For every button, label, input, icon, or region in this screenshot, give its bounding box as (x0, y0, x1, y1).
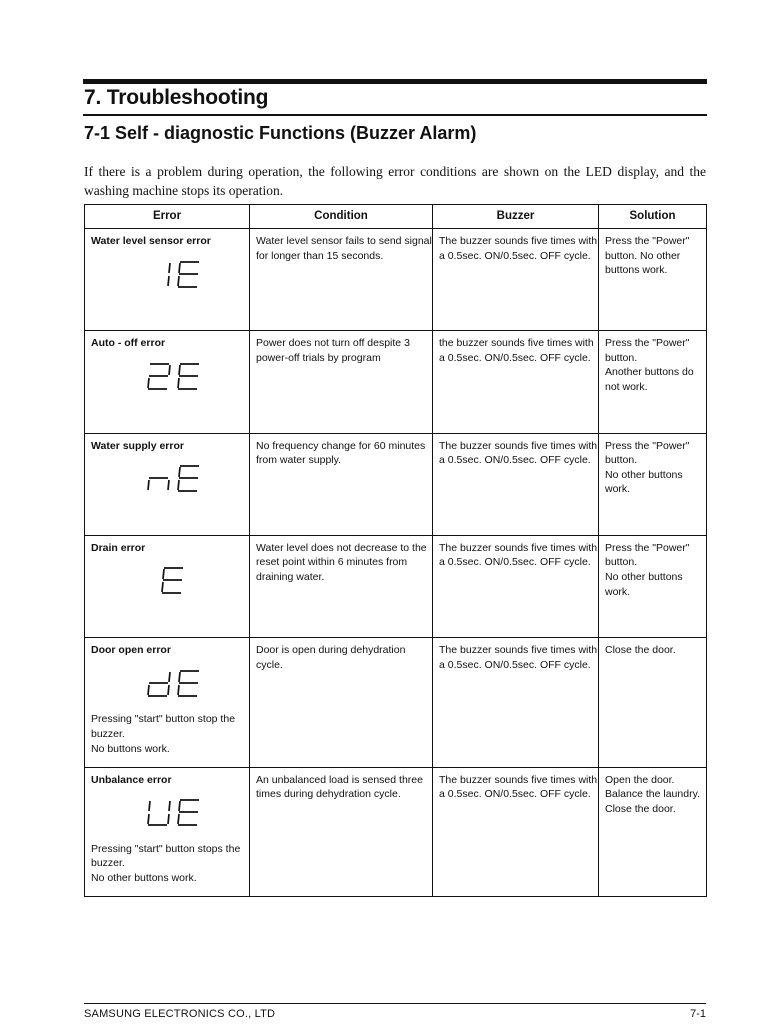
error-cell (85, 638, 250, 767)
condition-text: Water level sensor fails to send signal for longer than 15 seconds. (256, 235, 432, 262)
buzzer-cell (433, 433, 599, 535)
solution-cell (599, 433, 707, 535)
condition-text: Power does not turn off despite 3 power-off trials by program (256, 337, 410, 364)
condition-cell (250, 229, 433, 331)
intro-paragraph: If there is a problem during operation, the following error conditions are shown on the LED display, and the washing machine stops its operation. (84, 164, 706, 198)
error-cell (85, 229, 250, 331)
subsection-title: 7-1 Self - diagnostic Functions (Buzzer Alarm) (84, 123, 477, 143)
table-row (85, 535, 707, 637)
led-digit (168, 263, 170, 286)
footer-company: SAMSUNG ELECTRONICS CO., LTD (84, 1008, 276, 1020)
header-condition: Condition (250, 205, 433, 229)
condition-cell (250, 767, 433, 896)
error-cell (85, 433, 250, 535)
led-digit (148, 478, 169, 490)
title-rule (83, 114, 707, 116)
led-digit (148, 364, 170, 389)
solution-line: Balance the laundry. (605, 788, 700, 801)
table-row (85, 229, 707, 331)
led-digit (162, 568, 183, 593)
solution-line: No other buttons work. (605, 571, 683, 598)
solution-cell (599, 767, 707, 896)
condition-cell (250, 638, 433, 767)
led-display-icon (143, 670, 249, 705)
solution-line: Open the door. (605, 773, 675, 786)
solution-cell (599, 229, 707, 331)
footer-rule (84, 1003, 706, 1004)
table-row (85, 767, 707, 896)
led-display-icon (143, 465, 249, 500)
error-table (84, 204, 707, 897)
solution-cell (599, 331, 707, 433)
condition-text: An unbalanced load is sensed three times during dehydration cycle. (256, 773, 423, 801)
solution-cell (599, 535, 707, 637)
section-title: 7. Troubleshooting (84, 86, 269, 109)
condition-text: Door is open during dehydration cycle. (256, 644, 406, 671)
error-name: Door open error (91, 644, 171, 657)
buzzer-text: the buzzer sounds five times with a 0.5sec. ON/0.5sec. OFF cycle. (439, 337, 594, 364)
header-buzzer: Buzzer (433, 205, 599, 229)
solution-line: Press the "Power" button. (605, 337, 690, 364)
solution-line: Close the door. (605, 644, 676, 657)
error-cell (85, 331, 250, 433)
solution-line: Press the "Power" button. No other buttons work. (605, 235, 690, 277)
led-display-icon (143, 261, 249, 296)
error-note-line: Pressing "start" button stop the buzzer. (91, 713, 236, 740)
solution-cell (599, 638, 707, 767)
condition-text: No frequency change for 60 minutes from water supply. (256, 439, 426, 467)
error-note-line: No other buttons work. (91, 871, 197, 884)
buzzer-cell (433, 535, 599, 637)
buzzer-cell (433, 638, 599, 767)
error-note-line: Pressing "start" button stops the buzzer. (91, 842, 241, 870)
solution-line: Press the "Power" button. (605, 439, 690, 467)
condition-cell (250, 535, 433, 637)
error-cell (85, 535, 250, 637)
buzzer-text: The buzzer sounds five times with a 0.5sec. ON/0.5sec. OFF cycle. (439, 235, 598, 262)
error-name: Unbalance error (91, 773, 172, 786)
buzzer-text: The buzzer sounds five times with a 0.5sec. ON/0.5sec. OFF cycle. (439, 644, 598, 671)
buzzer-cell (433, 229, 599, 331)
table-row (85, 433, 707, 535)
led-digit (178, 466, 199, 491)
led-digit (148, 672, 170, 696)
error-name: Water supply error (91, 439, 184, 452)
led-digit (178, 671, 199, 696)
table-header-row (85, 205, 707, 229)
solution-line: Close the door. (605, 802, 676, 815)
error-note (91, 712, 249, 756)
led-digit (148, 801, 170, 825)
buzzer-text: The buzzer sounds five times with a 0.5sec. ON/0.5sec. OFF cycle. (439, 439, 598, 467)
solution-line: Press the "Power" button. (605, 541, 690, 569)
error-name: Water level sensor error (91, 235, 211, 247)
header-solution: Solution (599, 205, 707, 229)
error-name: Auto - off error (91, 337, 166, 350)
condition-cell (250, 331, 433, 433)
header-error: Error (85, 205, 250, 229)
solution-line: Another buttons do not work. (605, 366, 694, 394)
led-digit (178, 364, 199, 389)
buzzer-cell (433, 331, 599, 433)
error-note-line: No buttons work. (91, 742, 170, 755)
condition-cell (250, 433, 433, 535)
footer-page-number: 7-1 (690, 1008, 706, 1020)
error-name: Drain error (91, 541, 146, 554)
led-display-icon (143, 567, 249, 602)
error-cell (85, 767, 250, 896)
led-digit (178, 262, 199, 287)
condition-text: Water level does not decrease to the reset point within 6 minutes from draining water. (256, 541, 427, 584)
buzzer-text: The buzzer sounds five times with a 0.5sec. ON/0.5sec. OFF cycle. (439, 541, 598, 569)
solution-line: No other buttons work. (605, 468, 683, 496)
table-row (85, 331, 707, 433)
buzzer-cell (433, 767, 599, 896)
top-rule (83, 79, 707, 84)
led-display-icon (143, 363, 249, 398)
table-row (85, 638, 707, 767)
buzzer-text: The buzzer sounds five times with a 0.5sec. ON/0.5sec. OFF cycle. (439, 773, 598, 801)
led-digit (178, 800, 199, 825)
led-display-icon (143, 799, 249, 834)
error-note (91, 842, 249, 886)
